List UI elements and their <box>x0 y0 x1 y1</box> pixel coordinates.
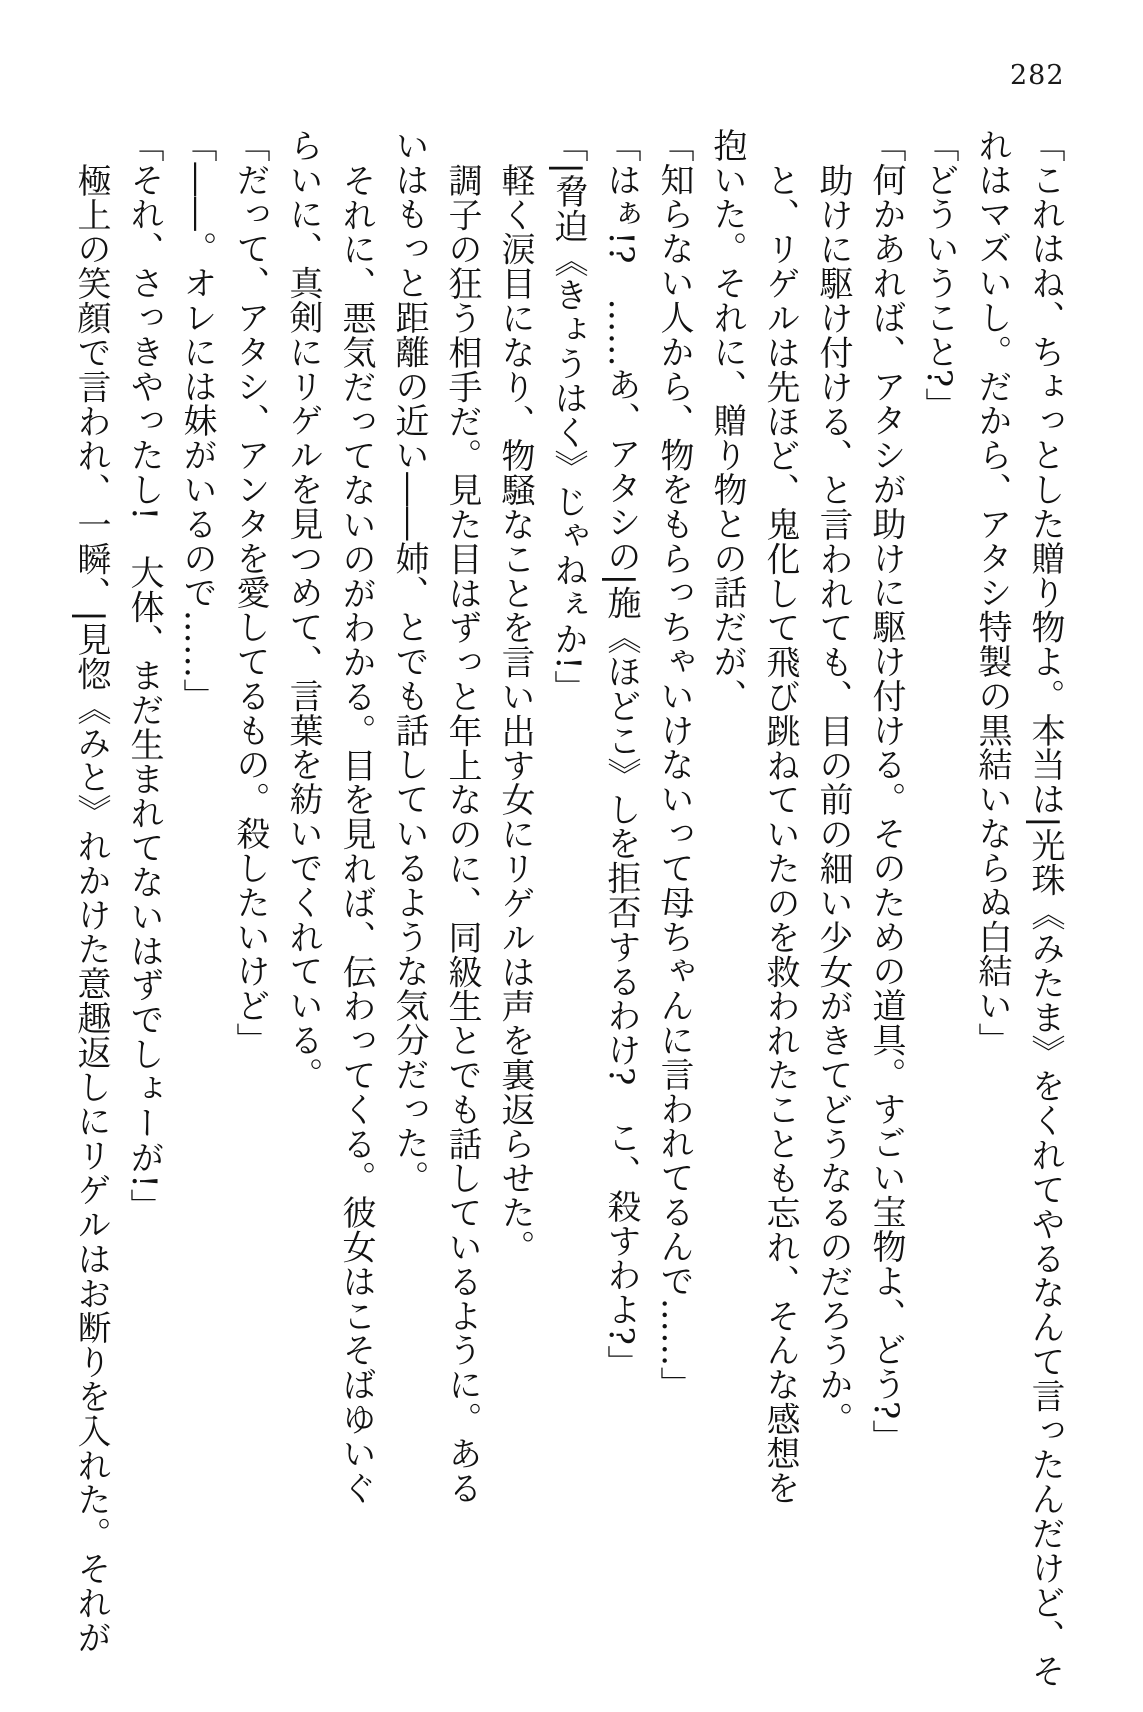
text-line: 調子の狂う相手だ。見た目はずっと年上なのに、同級生とでも話しているように。ある <box>442 163 482 1505</box>
text-line: 「|脅迫《きょうはく》じゃねぇか!」 <box>548 128 588 705</box>
text-line: 「これはね、ちょっとした贈り物よ。本当は|光珠《みたま》をくれてやるなんて言ったんだけど、そ <box>1025 128 1065 1689</box>
text-line: いはもっと距離の近い――姉、とでも話しているような気分だった。 <box>389 128 429 1195</box>
text-line: 極上の笑顔で言われ、一瞬、|見惚《みと》れかけた意趣返しにリゲルはお断りを入れた。それが <box>71 163 111 1655</box>
text-line: 「それ、さっきやったし! 大体、まだ生まれてないはずでしょーが!」 <box>124 128 164 1223</box>
text-line: れはマズいし。だから、アタシ特製の黒結いならぬ白結い」 <box>972 128 1012 1057</box>
text-line: 軽く涙目になり、物騒なことを言い出す女にリゲルは声を裏返らせた。 <box>495 163 535 1264</box>
text-line: 「だって、アタシ、アンタを愛してるもの。殺したいけど」 <box>230 128 270 1057</box>
text-line: 「――。オレには妹がいるので……」 <box>177 128 217 713</box>
text-line: 「何かあれば、アタシが助けに駆け付ける。そのための道具。すごい宝物よ、どう?」 <box>866 128 906 1455</box>
text-line: 助けに駆け付ける、と言われても、目の前の細い少女がきてどうなるのだろうか。 <box>813 163 853 1437</box>
text-line: それに、悪気だってないのがわかる。目を見れば、伝わってくる。彼女はこそばゆいぐ <box>336 163 376 1505</box>
text-line: 「知らない人から、物をもらっちゃいけないって母ちゃんに言われてるんで……」 <box>654 128 694 1402</box>
page-text <box>64 128 1071 1689</box>
page-number: 282 <box>1010 60 1065 91</box>
text-line: らいに、真剣にリゲルを見つめて、言葉を紡いでくれている。 <box>283 128 323 1092</box>
text-line: 「はぁ!? ……あ、アタシの|施《ほどこ》しを拒否するわけ? こ、殺すわよ?」 <box>601 128 641 1380</box>
text-line: 抱いた。それに、贈り物との話だが、 <box>707 128 747 713</box>
text-line: 「どういうこと?」 <box>919 128 959 422</box>
text-line: と、リゲルは先ほど、鬼化して飛び跳ねていたのを救われたことも忘れ、そんな感想を <box>760 163 800 1505</box>
